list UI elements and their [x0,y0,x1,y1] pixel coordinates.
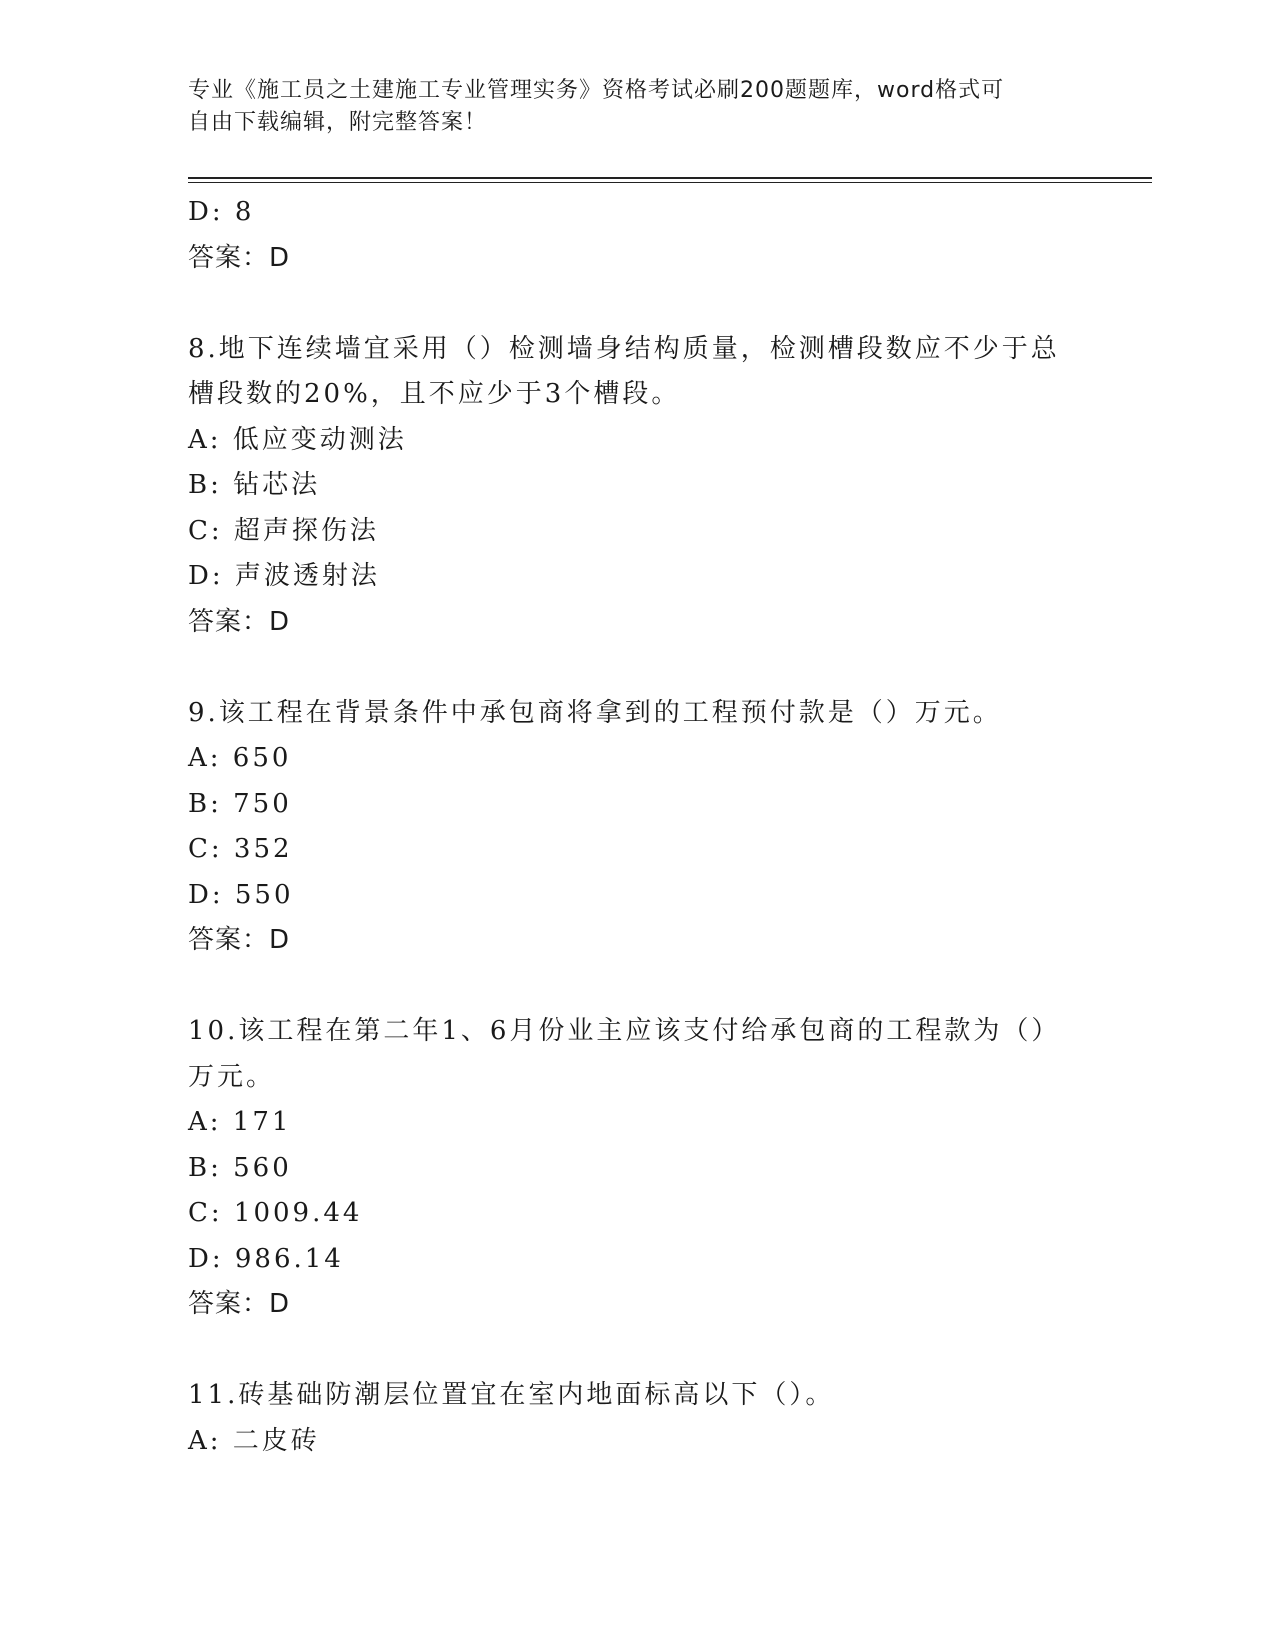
option-a: A: 低应变动测法 [188,424,407,455]
previous-question-tail [188,190,1068,281]
question-stem: 10.该工程在第二年1、6月份业主应该支付给承包商的工程款为（） [188,1016,1061,1046]
option-a: A: 二皮砖 [188,1425,320,1456]
option-d: D: 986.14 [188,1243,344,1274]
option-d: D: 550 [188,879,294,910]
question-stem: 槽段数的20%，且不应少于3个槽段。 [188,379,681,409]
answer: 答案：D [188,1289,291,1319]
question-stem: 万元。 [188,1061,276,1092]
answer: 答案：D [188,242,291,273]
option-b: B: 钻芯法 [188,470,321,500]
option-d: D: 8 [188,197,255,227]
option-c: C: 1009.44 [188,1198,363,1228]
option-d: D: 声波透射法 [188,561,380,591]
question-stem: 9.该工程在背景条件中承包商将拿到的工程预付款是（）万元。 [188,697,1002,728]
header-title-line-1: 专业《施工员之土建施工专业管理实务》资格考试必刷200题题库，word格式可 [188,78,1005,103]
question-list [188,190,1068,1464]
option-a: A: 171 [188,1107,292,1137]
answer: 答案：D [188,606,291,637]
question-9 [188,691,1068,964]
question-11 [188,1373,1068,1464]
question-stem: 11.砖基础防潮层位置宜在室内地面标高以下（）。 [188,1380,835,1410]
option-c: C: 352 [188,834,293,864]
option-b: B: 560 [188,1152,292,1183]
answer: 答案：D [188,925,291,955]
question-10 [188,1009,1068,1328]
option-a: A: 650 [188,743,292,773]
header-title-line-2: 自由下载编辑，附完整答案！ [188,110,488,135]
option-c: C: 超声探伤法 [188,515,379,546]
option-b: B: 750 [188,788,292,819]
header-rule-thin [188,182,1152,183]
question-stem: 8.地下连续墙宜采用（）检测墙身结构质量，检测槽段数应不少于总 [188,333,1060,364]
question-8 [188,327,1068,646]
header-rule-thick [188,177,1152,179]
page-header [188,75,1068,139]
